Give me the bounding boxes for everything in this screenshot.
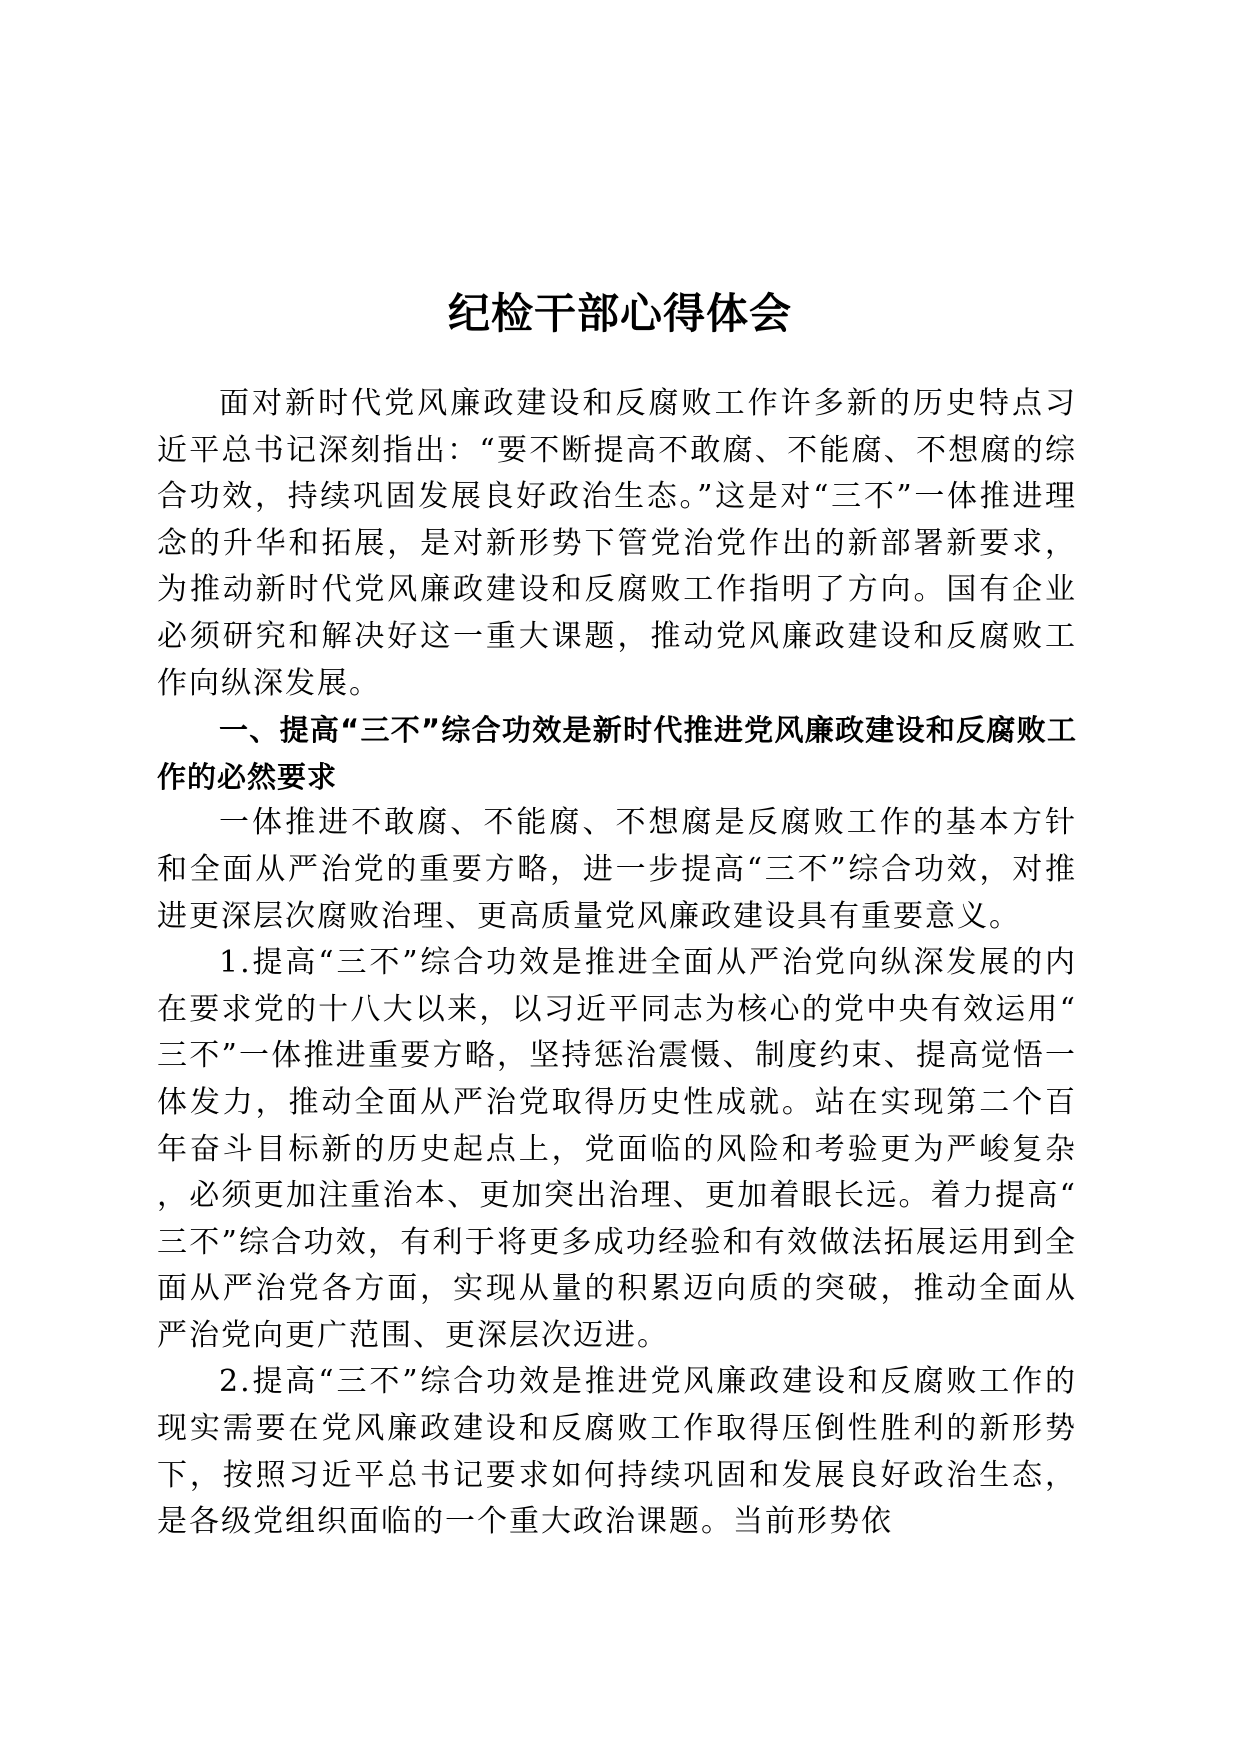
paragraph-2: 1.提高“三不”综合功效是推进全面从严治党向纵深发展的内在要求党的十八大以来，以习近平同志为核心的党中央有效运用“三不”一体推进重要方略，坚持惩治震慑、制度约束、提高觉悟一体发力，推动全面从严治党取得历史性成就。站在实现第二个百年奋斗目标新的历史起点上，党面临的风险和考验更为严峻复杂，必须更加注重治本、更加突出治理、更加着眼长远。着力提高“三不”综合功效，有利于将更多成功经验和有效做法拓展运用到全面从严治党各方面，实现从量的积累迈向质的突破，推动全面从严治党向更广范围、更深层次迈进。 bbox=[157, 945, 1077, 1353]
paragraph-1: 一体推进不敢腐、不能腐、不想腐是反腐败工作的基本方针和全面从严治党的重要方略，进一步提高“三不”综合功效，对推进更深层次腐败治理、更高质量党风廉政建设具有重要意义。 bbox=[157, 805, 1077, 934]
document-title: 纪检干部心得体会 bbox=[447, 289, 792, 339]
section-heading-1: 一、提高“三不”综合功效是新时代推进党风廉政建设和反腐败工作的必然要求 bbox=[157, 713, 1077, 794]
paragraph-intro: 面对新时代党风廉政建设和反腐败工作许多新的历史特点习近平总书记深刻指出：“要不断提高不敢腐、不能腐、不想腐的综合功效，持续巩固发展良好政治生态。”这是对“三不”一体推进理念的升华和拓展，是对新形势下管党治党作出的新部署新要求，为推动新时代党风廉政建设和反腐败工作指明了方向。国有企业必须研究和解决好这一重大课题，推动党风廉政建设和反腐败工作向纵深发展。 bbox=[157, 386, 1077, 701]
document-body bbox=[157, 381, 1077, 1546]
paragraph-3: 2.提高“三不”综合功效是推进党风廉政建设和反腐败工作的现实需要在党风廉政建设和反腐败工作取得压倒性胜利的新形势下，按照习近平总书记要求如何持续巩固和发展良好政治生态，是各级党组织面临的一个重大政治课题。当前形势依 bbox=[157, 1364, 1077, 1540]
